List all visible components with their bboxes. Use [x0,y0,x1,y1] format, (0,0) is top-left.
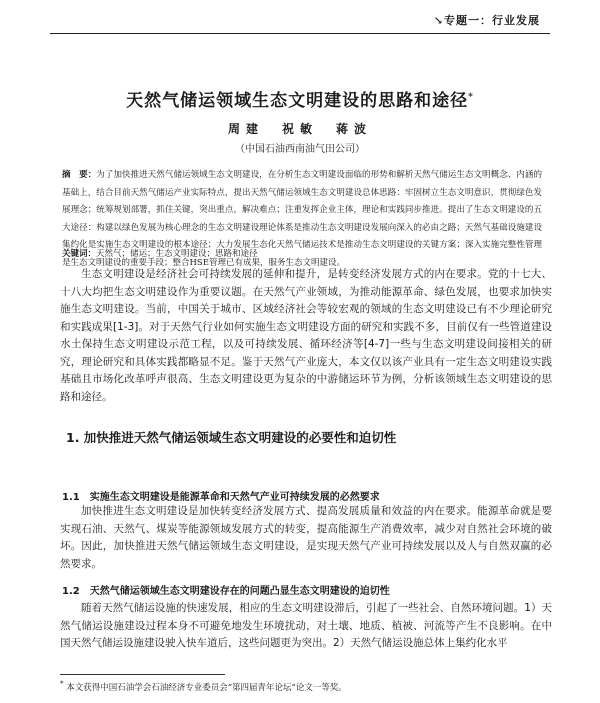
section-1-heading: 1. 加快推进天然气储运领域生态文明建设的必要性和迫切性 [66,430,397,445]
intro-paragraph: 生态文明建设是经济社会可持续发展的延伸和提升，是转变经济发展方式的内在要求。党的十七大、十八大均把生态文明建设作为重要议题。在天然气产业领域，为推动能源革命、绿色发展，也要求加快实施生态文明建设。当前，中国关于城市、区域经济社会等较宏观的领域的生态文明建设已有不少理论研究和实践成果[1-3]。对于天然气行业如何实施生态文明建设方面的研究和实践不多，目前仅有一些管道建设水土保持生态文明建设示范工程，以及可持续发展、循环经济等[4-7]一些与生态文明建设间接相关的研究，理论研究和具体实践都略显不足。鉴于天然气产业庞大，本文仅以该产业具有一定生态文明建设实践基础且市场化改革呼声很高、生态文明建设更为复杂的中游储运环节为例，分析该领域生态文明建设的思路和途径。 [60,268,552,403]
keywords-label: 关键词： [62,249,97,259]
abstract-text: 为了加快推进天然气储运领域生态文明建设，在分析生态文明建设面临的形势和解析天然气储运生态文明概念、内涵的基础上，结合目前天然气储运产业实际特点，提出天然气储运领域生态文明建设总体思路：牢固树立生态文明意识，贯彻绿色发展理念；统筹规划部署，抓住关键，突出重点，解决难点；注重发挥企业主体，理论和实践同步推进。提出了生态文明建设的五大途径：构建以绿色发展为核心理念的生态文明建设理论体系是推动生态文明建设发展向深入的必由之路；天然气基础设施建设集约化是实施生态文明建设的根本途径；大力发展生态化天然气储运技术是推动生态文明建设的关键方案；深入实施完整性管理是生态文明建设的重要手段；整合HSE管理已有成果，服务生态文明建设。 [62,170,542,268]
article-title-text: 天然气储运领域生态文明建设的思路和途径 [126,91,469,111]
footnote-mark: * [60,680,64,688]
section-1-2-heading: 1.2 天然气储运领域生态文明建设存在的问题凸显生态文明建设的迫切性 [62,586,390,597]
section-1-1-body [60,503,552,573]
section-1-2-paragraph: 随着天然气储运设施的快速发展，相应的生态文明建设滞后，引起了一些社会、自然环境问题。1）天然气储运设施建设过程本身不可避免地发生环境扰动，对土壤、地质、植被、河流等产生不良影响。在中国天然气储运设施建设驶入快车道后，这些问题更为突出。2）天然气储运设施总体上集约化水平 [60,602,552,649]
footnote [60,680,347,693]
section-1-1-paragraph: 加快推进生态文明建设是加快转变经济发展方式、提高发展质量和效益的内在要求。能源革命就是要实现石油、天然气、煤炭等能源领域发展方式的转变，提高能源生产消费效率，减少对自然社会环境的破坏。因此，加快推进天然气储运领域生态文明建设，是实现天然气产业可持续发展以及人与自然双赢的必然要求。 [60,505,552,570]
section-tag: ↘专题一：行业发展 [433,14,540,27]
intro-section [60,266,552,406]
keywords-text: 天然气；储运；生态文明建设；思路和途径 [96,249,258,259]
footnote-divider [60,674,225,675]
title-footnote-mark: * [468,92,474,103]
footnote-text: 本文获得中国石油学会石油经济专业委员会“第四届青年论坛”论文一等奖。 [66,682,347,693]
keywords [62,247,542,261]
affiliation: （中国石油西南油气田公司） [235,144,365,155]
section-1-1-heading: 1.1 实施生态文明建设是能源革命和天然气产业可持续发展的必然要求 [62,492,380,503]
article-title [0,86,600,111]
header-divider [50,33,550,34]
section-1-2-body [60,600,552,653]
authors: 周建 祝敏 蒋波 [227,122,372,136]
abstract-label: 摘 要： [62,170,97,180]
